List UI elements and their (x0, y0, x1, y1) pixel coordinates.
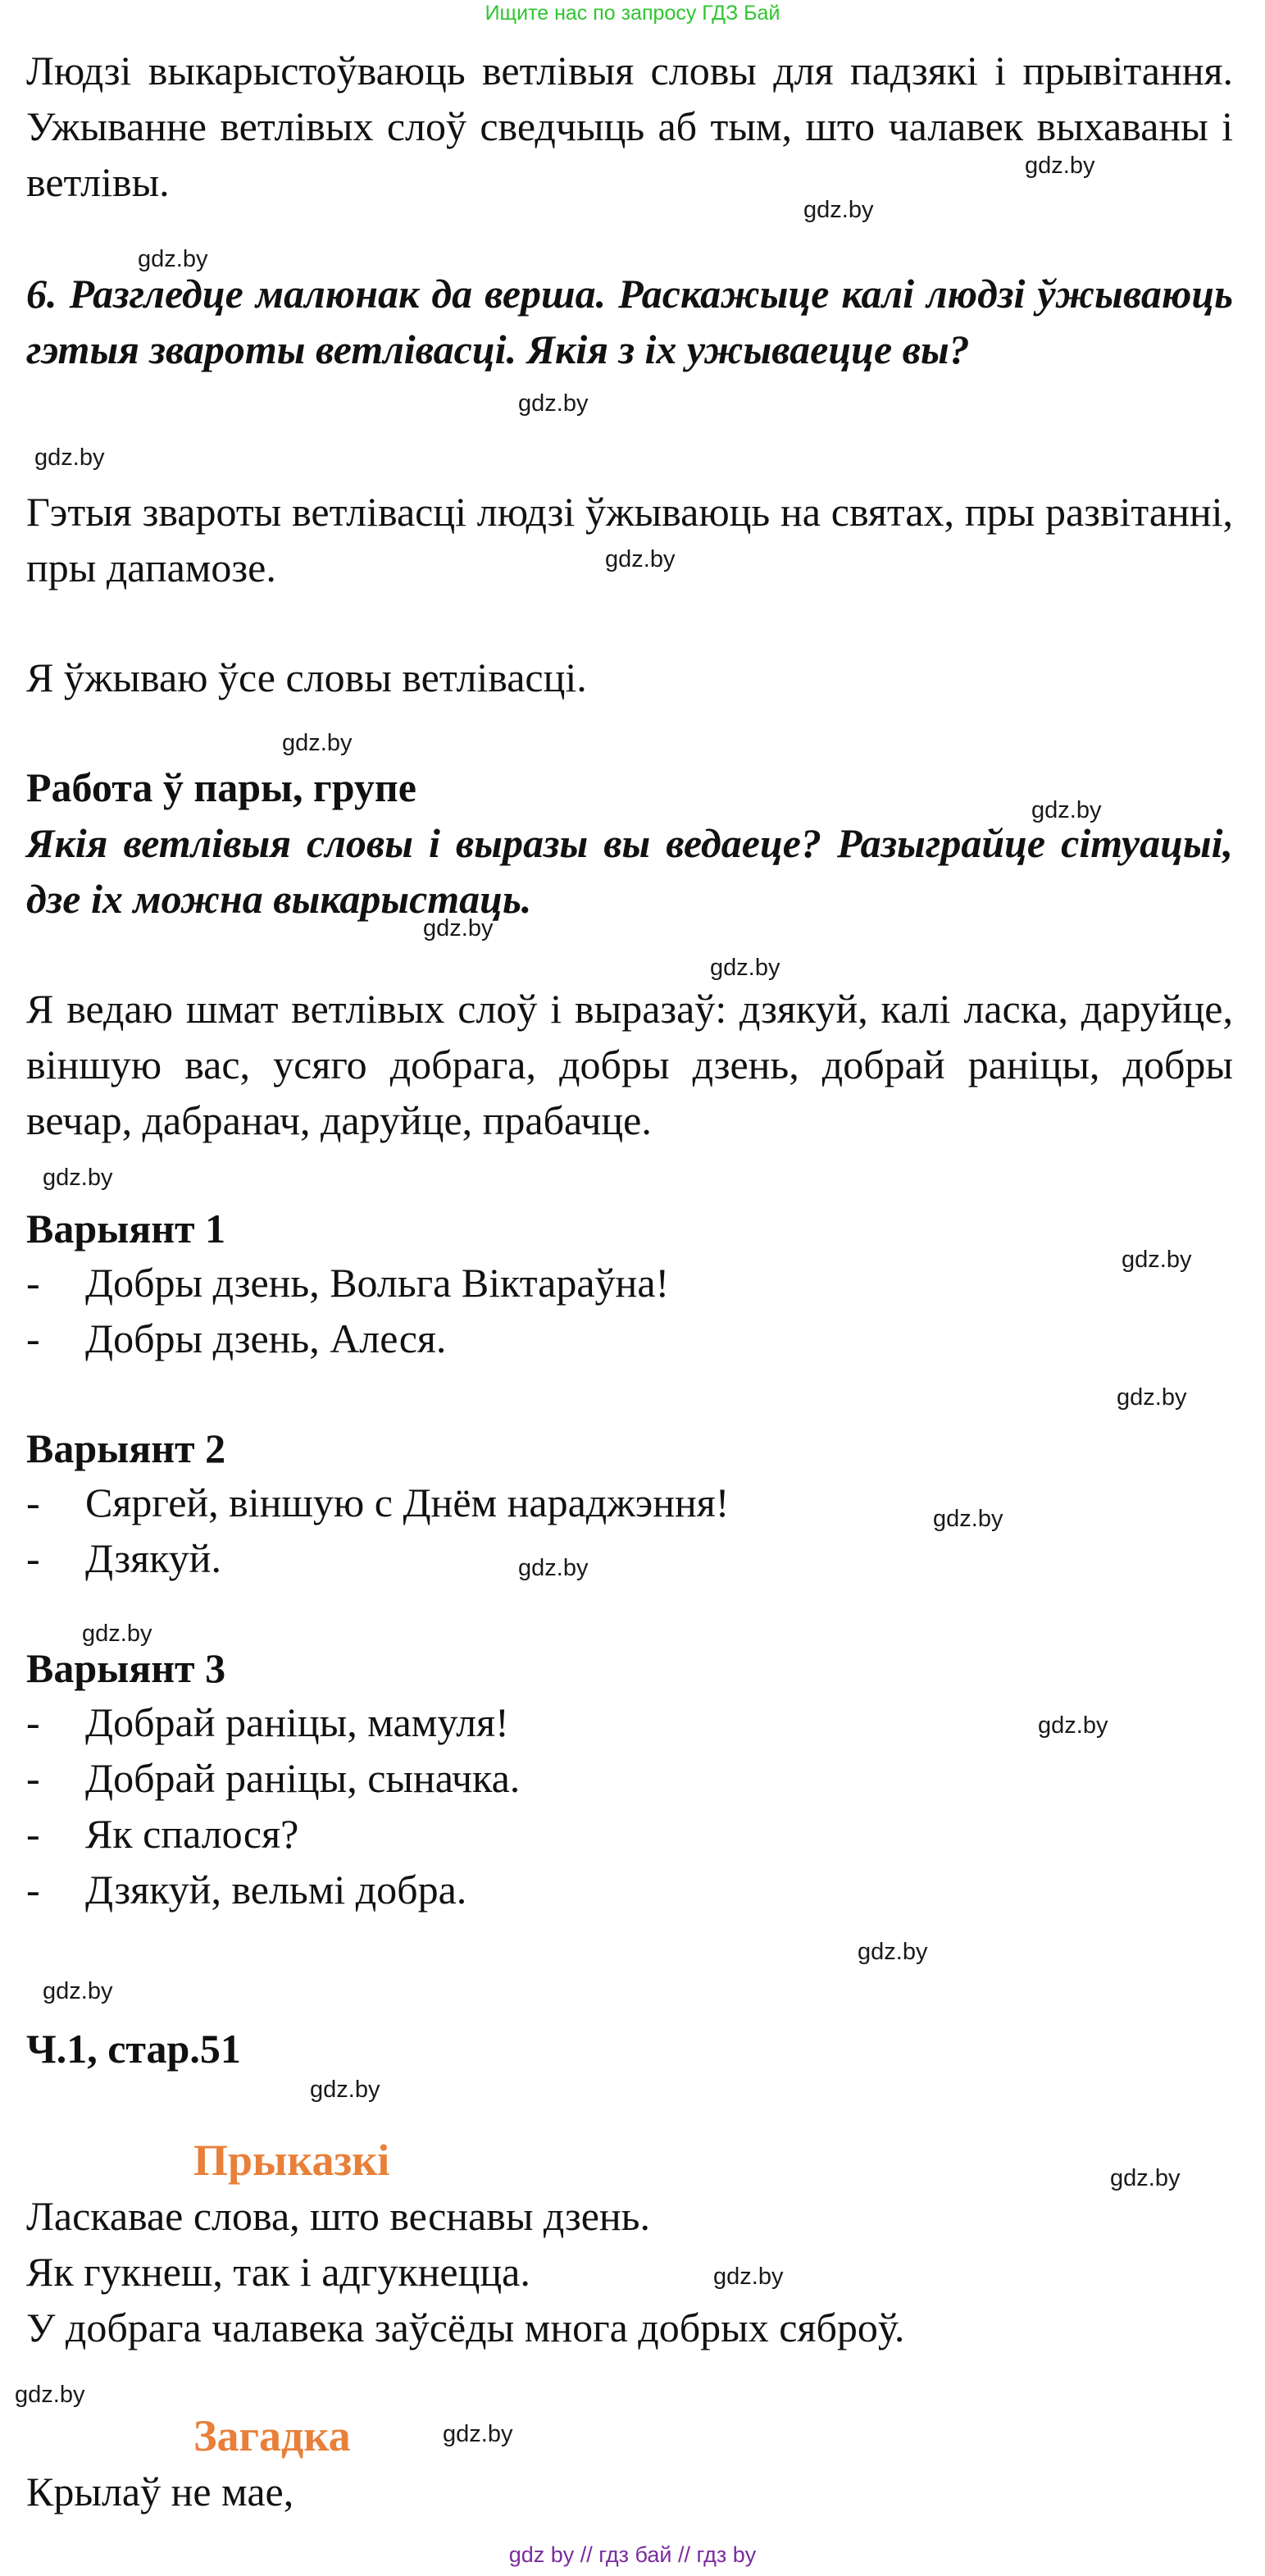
pair-work-answer: Я ведаю шмат ветлівых слоў і выразаў: дзякуй, калі ласка, даруйце, віншую вас, усяго добрага, добры дзень, добрай раніцы, добры вечар, дабранач, даруйце, прабачце. (26, 986, 1233, 1143)
watermark: gdz.by (138, 246, 208, 272)
page-reference: Ч.1, стар.51 (26, 2026, 241, 2072)
watermark: gdz.by (1122, 1247, 1192, 1273)
watermark: gdz.by (518, 390, 589, 417)
dash: - (26, 1260, 40, 1306)
dash: - (26, 1315, 40, 1361)
dialogue-line: - Добры дзень, Алеся. (26, 1311, 446, 1366)
watermark: gdz.by (713, 2264, 784, 2290)
pair-work-task: Якія ветлівыя словы і выразы вы ведаеце? Разыграйце сітуацыі, дзе іх можна выкарыстаць. (26, 820, 1233, 922)
proverb: Ласкавае слова, што веснавы дзень. (26, 2193, 650, 2239)
footer: gdz by // гдз бай // гдз by (508, 2542, 757, 2567)
dash: - (26, 1811, 40, 1857)
watermark: gdz.by (803, 197, 874, 223)
dialogue-line: - Як спалося? (26, 1806, 298, 1862)
watermark: gdz.by (518, 1555, 589, 1581)
variant-3-title: Варыянт 3 (26, 1645, 226, 1691)
dash: - (26, 1699, 40, 1745)
dash: - (26, 1867, 40, 1913)
dialogue-line: - Добрай раніцы, сыначка. (26, 1750, 520, 1806)
riddle-line: Крылаў не мае, (26, 2469, 294, 2514)
dialogue-line: - Дзякуй, вельмі добра. (26, 1862, 466, 1917)
watermark: gdz.by (15, 2382, 85, 2408)
dialogue-line: - Сяргей, віншую с Днём нараджэння! (26, 1475, 729, 1530)
task-6: 6. Разгледце малюнак да верша. Раскажыце калі людзі ўжываюць гэтыя звароты ветлівасці. Якія з іх ужываецце вы? (26, 271, 1233, 372)
top-banner: Ищите нас по запросу ГДЗ Бай (485, 2, 780, 25)
watermark: gdz.by (443, 2421, 513, 2447)
dash: - (26, 1535, 40, 1581)
proverb: Як гукнеш, так і адгукнецца. (26, 2249, 530, 2295)
proverbs-title: Прыказкі (193, 2136, 390, 2185)
watermark: gdz.by (82, 1621, 152, 1647)
pair-work-heading: Работа ў пары, групе (26, 764, 416, 810)
intro-paragraph: Людзі выкарыстоўваюць ветлівыя словы для падзякі і прывітання. Ужыванне ветлівых слоў сведчыць аб тым, што чалавек выхаваны і ветлівы. (26, 48, 1233, 205)
watermark: gdz.by (423, 915, 494, 941)
watermark: gdz.by (43, 1978, 113, 2004)
watermark: gdz.by (43, 1165, 113, 1191)
dash: - (26, 1479, 40, 1525)
watermark: gdz.by (1110, 2165, 1181, 2191)
watermark: gdz.by (1038, 1712, 1108, 1739)
watermark: gdz.by (933, 1506, 1003, 1532)
dialogue-line: - Добры дзень, Вольга Віктараўна! (26, 1255, 669, 1311)
dialogue-line: - Добрай раніцы, мамуля! (26, 1694, 509, 1750)
answer-6-b: Я ўжываю ўсе словы ветлівасці. (26, 654, 587, 700)
watermark: gdz.by (1031, 797, 1102, 823)
proverb: У добрага чалавека заўсёды многа добрых сяброў. (26, 2305, 905, 2350)
watermark: gdz.by (1025, 153, 1095, 179)
watermark: gdz.by (858, 1939, 928, 1965)
watermark: gdz.by (282, 730, 353, 756)
watermark: gdz.by (710, 955, 780, 981)
answer-6-a: Гэтыя звароты ветлівасці людзі ўжываюць на святах, пры развітанні, пры дапамозе. (26, 489, 1233, 590)
watermark: gdz.by (605, 546, 676, 572)
dash: - (26, 1755, 40, 1801)
dialogue-line: - Дзякуй. (26, 1530, 221, 1586)
watermark: gdz.by (1117, 1384, 1187, 1411)
variant-2-title: Варыянт 2 (26, 1425, 226, 1471)
riddle-title: Загадка (193, 2411, 351, 2460)
watermark: gdz.by (34, 445, 105, 471)
watermark: gdz.by (310, 2077, 380, 2103)
variant-1-title: Варыянт 1 (26, 1206, 226, 1252)
